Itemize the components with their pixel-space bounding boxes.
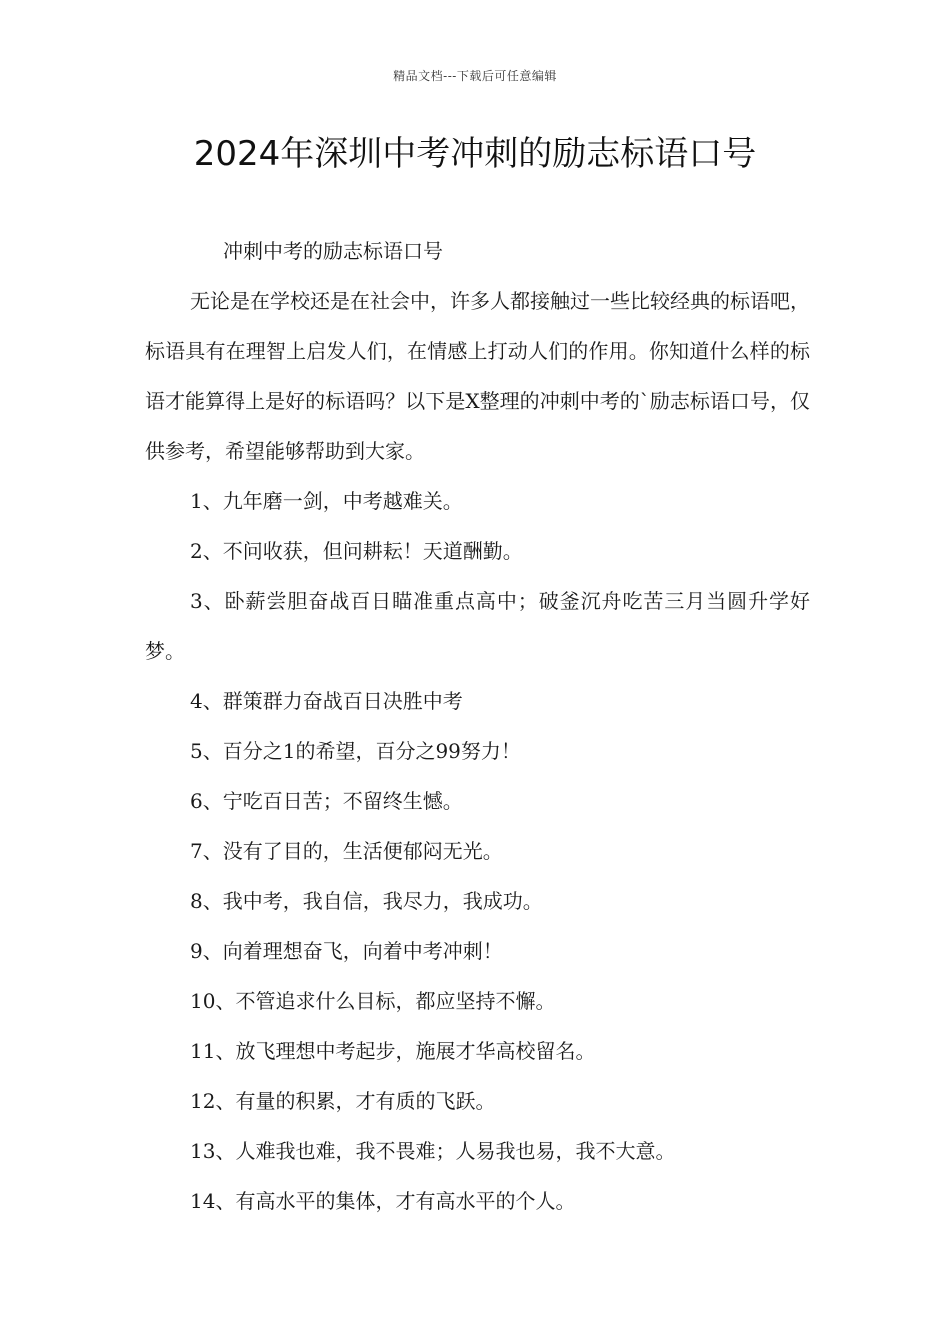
slogan-item: 8、我中考，我自信，我尽力，我成功。	[190, 889, 543, 913]
slogan-item: 9、向着理想奋飞，向着中考冲刺！	[190, 939, 503, 963]
slogan-item: 14、有高水平的集体，才有高水平的个人。	[190, 1189, 576, 1213]
slogan-item: 6、宁吃百日苦；不留终生憾。	[190, 789, 463, 813]
intro-paragraph: 无论是在学校还是在社会中，许多人都接触过一些比较经典的标语吧，标语具有在理智上启发人们，在情感上打动人们的作用。你知道什么样的标语才能算得上是好的标语吗？以下是X整理的冲刺中考的`励志标语口号，仅供参考，希望能够帮助到大家。	[145, 289, 810, 463]
slogan-item: 13、人难我也难，我不畏难；人易我也易，我不大意。	[190, 1139, 676, 1163]
slogan-item: 2、不问收获，但问耕耘！天道酬勤。	[190, 539, 523, 563]
slogan-item: 1、九年磨一剑，中考越难关。	[190, 489, 463, 513]
slogan-item: 11、放飞理想中考起步，施展才华高校留名。	[190, 1039, 596, 1063]
slogan-item: 4、群策群力奋战百日决胜中考	[190, 689, 463, 713]
document-body	[145, 226, 810, 1226]
slogan-item: 3、卧薪尝胆奋战百日瞄准重点高中；破釜沉舟吃苦三月当圆升学好梦。	[145, 589, 810, 663]
document-title: 2024年深圳中考冲刺的励志标语口号	[193, 134, 757, 174]
subtitle-paragraph: 冲刺中考的励志标语口号	[223, 239, 443, 263]
slogan-item: 12、有量的积累，才有质的飞跃。	[190, 1089, 496, 1113]
slogan-item: 10、不管追求什么目标，都应坚持不懈。	[190, 989, 556, 1013]
slogan-item: 7、没有了目的，生活便郁闷无光。	[190, 839, 503, 863]
slogan-item: 5、百分之1的希望，百分之99努力！	[190, 739, 521, 763]
header-note: 精品文档---下载后可任意编辑	[393, 69, 557, 83]
